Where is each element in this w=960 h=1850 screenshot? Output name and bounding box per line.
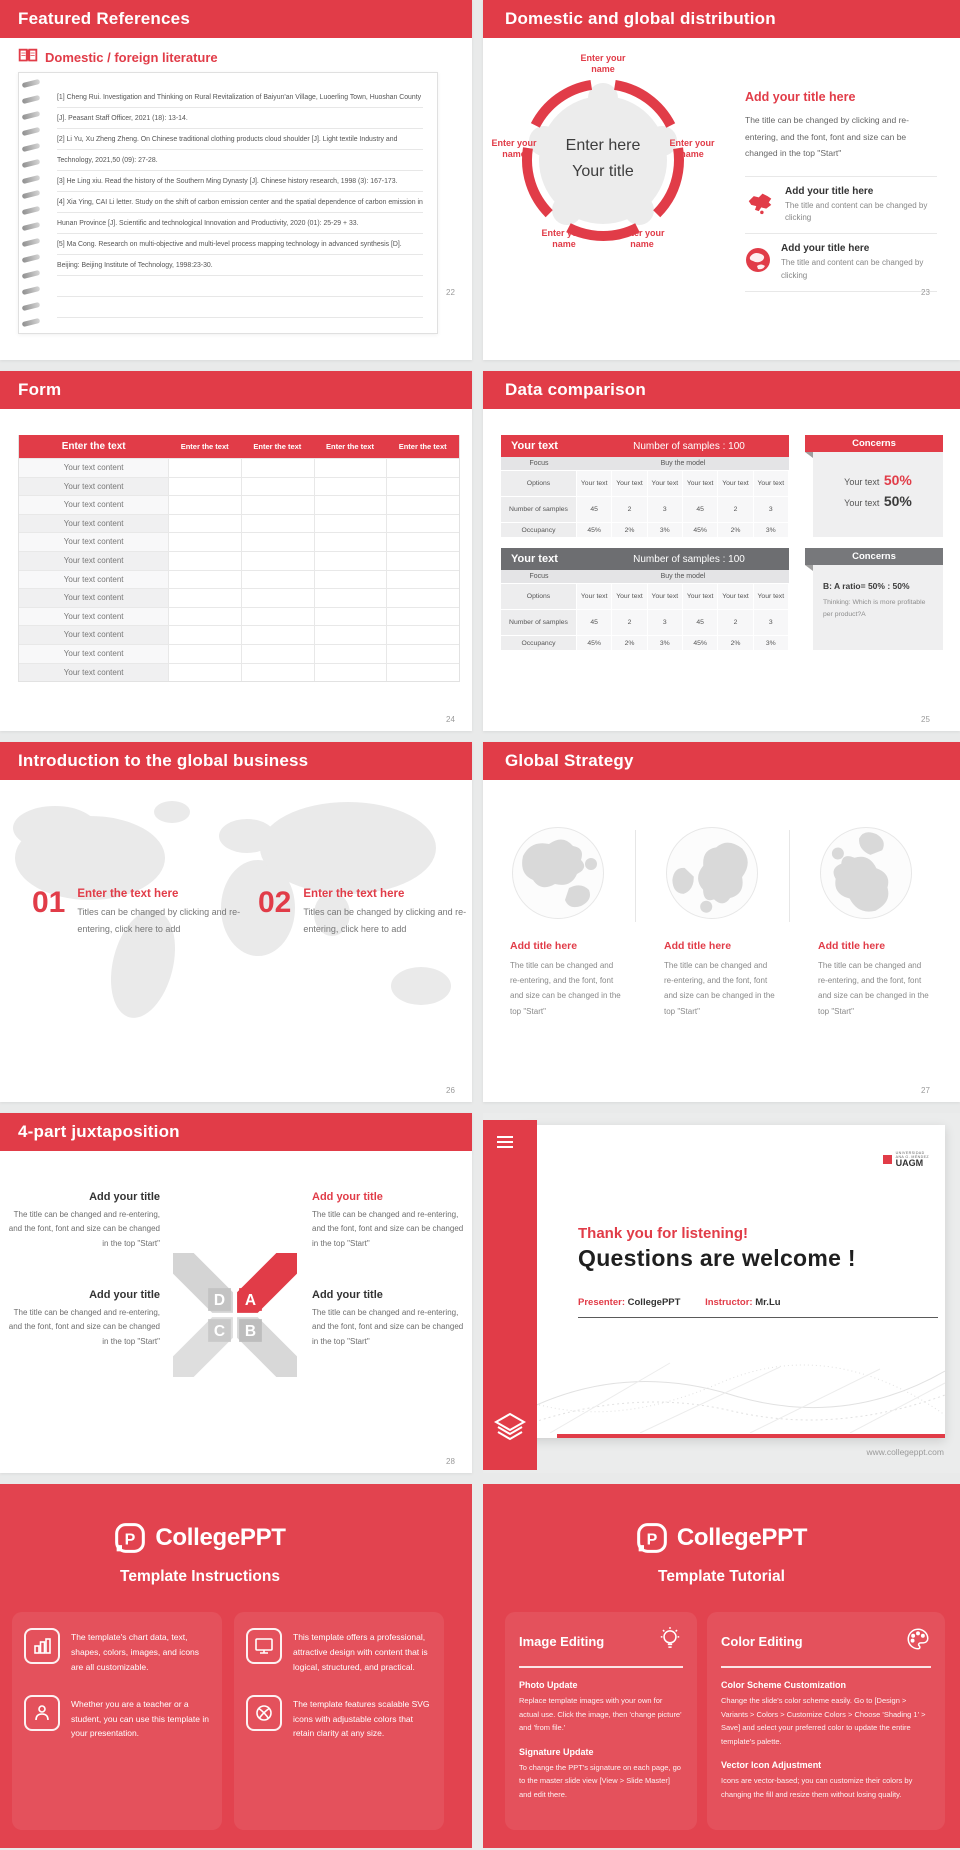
table-cell: 2% (612, 523, 647, 537)
table-cell: Your text content (19, 664, 168, 682)
tutorial-subtitle: Vector Icon Adjustment (721, 1760, 822, 1770)
table-cell: Your text content (19, 626, 168, 644)
instructor-name: Mr.Lu (755, 1297, 781, 1308)
slide-title-bar: Introduction to the global business (0, 742, 472, 780)
slide-title-bar: Data comparison (483, 371, 960, 409)
table-row (19, 663, 459, 682)
slide-title-bar: Global Strategy (483, 742, 960, 780)
teacher-icon (24, 1695, 60, 1731)
item-title: Enter the text here (303, 888, 405, 900)
ribbon-label: Concerns (805, 548, 943, 565)
table-cell: Occupancy (501, 523, 577, 537)
item-body: Titles can be changed by clicking and re-entering, click here to add (303, 907, 467, 935)
table-cell: 3 (754, 610, 789, 635)
slide-title-bar: Domestic and global distribution (483, 0, 960, 38)
strategy-column (801, 826, 935, 1019)
column-divider (789, 830, 790, 922)
page-number: 25 (921, 715, 930, 724)
table-cell: Your text content (19, 515, 168, 533)
table-cell: 45% (577, 636, 612, 650)
reference-entry: [5] Ma Cong. Research on multi-objective and multi-level process mapping technology in advanced synthesis [D]. Beijing: Beijing Institute of Technology, 1998:23-30. (57, 241, 402, 269)
references-notebook (18, 72, 438, 334)
table-cell: 2 (718, 497, 753, 522)
globe-icon (511, 826, 606, 921)
table-cell: 3% (648, 523, 683, 537)
table-cell: Your text content (19, 496, 168, 514)
table-row (19, 532, 459, 551)
ribbon-letter: A (244, 1292, 257, 1310)
concern-thinking: Thinking: Which is more profitable per product?A (823, 599, 926, 618)
table-row (19, 588, 459, 607)
brand-name: CollegePPT (676, 1524, 808, 1551)
table-cell: Your text (754, 471, 789, 496)
strategy-column (493, 826, 627, 1019)
table-cell: 3 (754, 497, 789, 522)
brand-logo (0, 1522, 400, 1554)
instructions-card-left (12, 1612, 222, 1830)
column-body: The title can be changed by clicking and re-entering, and the font, font and size can be changed in the top "Start" (745, 115, 909, 159)
table-cell: 3% (648, 636, 683, 650)
table-cell: Number of samples (501, 610, 577, 635)
list-item-title: Add your title here (785, 185, 874, 197)
layers-logo-icon (493, 1412, 527, 1442)
slide-right-column (745, 90, 937, 292)
table-cell: 3 (648, 497, 683, 522)
table-header-cell: Enter the text (398, 442, 447, 451)
slide-title-bar: Form (0, 371, 472, 409)
page-number: 23 (921, 288, 930, 297)
instruction-item (24, 1628, 210, 1675)
monitor-icon (246, 1628, 282, 1664)
table-header-row (19, 435, 459, 458)
table-cell: 2 (612, 497, 647, 522)
section-heading-label: Domestic / foreign literature (45, 49, 218, 65)
university-logo (883, 1151, 929, 1168)
table-cell: Your text (577, 584, 612, 609)
table-cell: 45 (577, 610, 612, 635)
list-item-body: The title and content can be changed by clicking (785, 200, 928, 223)
presenter-label: Presenter: (578, 1297, 625, 1308)
table-cell: Your text content (19, 552, 168, 570)
item-title: Enter the text here (77, 888, 179, 900)
quadrant-bottom-right (312, 1289, 464, 1349)
quadrant-top-left (8, 1191, 160, 1251)
quadrant-title: Add your title (89, 1289, 160, 1301)
reference-entry: [3] He Ling xiu. Read the history of the Southern Ming Dynasty [J]. Chinese history research, 1998 (3): 167-173. (57, 178, 398, 185)
instruction-text: The template's chart data, text, shapes, colors, images, and icons are all customizable. (71, 1632, 200, 1672)
bulb-icon (657, 1626, 683, 1657)
diagram-node-label: Enter your name (669, 138, 715, 160)
column-title: Add title here (818, 940, 886, 952)
slide-title-bar: Featured References (0, 0, 472, 38)
quadrant-title: Add your title (312, 1289, 383, 1301)
table-row (19, 551, 459, 570)
slide-thumbnail-27[interactable] (483, 742, 960, 1102)
divider-line (578, 1317, 938, 1318)
university-abbr: UAGM (895, 1158, 924, 1168)
tutorial-subtitle: Photo Update (519, 1680, 578, 1690)
table-row (501, 635, 789, 650)
table-header-cell: Number of samples : 100 (633, 440, 745, 452)
slide-thumbnail-22[interactable] (0, 0, 472, 360)
table-cell: Buy the model (660, 460, 706, 467)
quadrant-body: The title can be changed and re-entering, and the font, font and size can be changed in the top "Start" (312, 1210, 464, 1248)
panel-title: Template Instructions (120, 1568, 280, 1585)
svg-text:P: P (124, 1531, 136, 1549)
page-number: 28 (446, 1457, 455, 1466)
diagram-node-label: Enter your name (491, 138, 537, 160)
spiral-binding-icon (22, 81, 48, 325)
tutorial-card-color-editing (707, 1612, 945, 1830)
tutorial-body: Icons are vector-based; you can customize their colors by changing the fill and resize them without losing quality. (721, 1776, 913, 1799)
concerns-box-1 (813, 435, 943, 537)
china-map-icon (745, 191, 775, 220)
mesh-graphic (520, 1343, 945, 1433)
page-number: 24 (446, 715, 455, 724)
table-cell: 45% (683, 523, 718, 537)
table-row (19, 458, 459, 477)
presenter-name: CollegePPT (627, 1297, 681, 1308)
numbered-item-2 (258, 888, 468, 938)
table-header-cell: Enter the text (253, 442, 302, 451)
instruction-text: The template features scalable SVG icons with adjustable colors that retain clarity at any size. (293, 1698, 430, 1739)
table-header-cell: Number of samples : 100 (633, 553, 745, 565)
vector-ball-icon (246, 1695, 282, 1731)
table-cell: Your text content (19, 478, 168, 496)
table-header-cell: Your text (511, 440, 558, 452)
list-item (745, 176, 937, 234)
table-cell: Your text content (19, 589, 168, 607)
table-row (19, 625, 459, 644)
table-cell: 3% (754, 636, 789, 650)
tutorial-heading: Color Editing (721, 1634, 803, 1649)
presenter-line (578, 1297, 803, 1308)
reference-list (57, 87, 423, 321)
page-number: 22 (446, 288, 455, 297)
data-table (18, 435, 460, 682)
website-link[interactable]: www.collegeppt.com (866, 1447, 944, 1457)
table-cell: Your text (718, 584, 753, 609)
concern-label: Your text (844, 477, 880, 487)
ribbon-label: Concerns (805, 435, 943, 452)
column-body: The title can be changed and re-entering, and the font, font and size can be changed in the top "Start" (664, 961, 775, 1016)
table-cell: Your text (612, 584, 647, 609)
closing-slide-canvas (520, 1125, 945, 1438)
table-row (19, 477, 459, 496)
table-cell: Your text content (19, 571, 168, 589)
instruction-item (246, 1628, 432, 1675)
quadrant-title: Add your title (89, 1191, 160, 1203)
table-row (19, 570, 459, 589)
quadrant-title: Add your title (312, 1191, 383, 1203)
table-cell: Buy the model (660, 573, 706, 580)
ribbon-letter: B (244, 1323, 257, 1341)
strategy-column (647, 826, 781, 1019)
reference-entry: [4] Xia Ying, CAI Li letter. Study on the shift of carbon emission center and the spatial dependence of carbon emission in Hunan Province [J]. Scientific and technological Innovation and Productivity, 2020 (01): 25-29 + 33. (57, 199, 423, 227)
palette-icon (905, 1626, 931, 1657)
questions-heading: Questions are welcome ! (578, 1245, 856, 1271)
table-cell: Your text (718, 471, 753, 496)
tutorial-subtitle: Color Scheme Customization (721, 1680, 847, 1690)
table-row (501, 522, 789, 537)
ribbon-letter: D (213, 1292, 226, 1310)
item-number: 01 (32, 886, 66, 919)
quadrant-bottom-left (8, 1289, 160, 1349)
table-cell: Your text (683, 584, 718, 609)
thanks-heading: Thank you for listening! (578, 1225, 749, 1242)
table-cell: Focus (529, 460, 549, 467)
accent-bottom-bar (557, 1434, 945, 1438)
quadrant-top-right (312, 1191, 464, 1251)
diagram-node-label: Enter your name (541, 228, 587, 250)
instruction-item (246, 1695, 432, 1742)
table-header-cell: Enter the text (326, 442, 374, 451)
diagram-center-line2: Your title (572, 163, 634, 180)
globe-icon (665, 826, 760, 921)
instructor-label: Instructor: (705, 1297, 753, 1308)
comparison-table-1 (501, 435, 789, 537)
table-cell: Occupancy (501, 636, 577, 650)
quadrant-body: The title can be changed and re-entering, and the font, font and size can be changed in the top "Start" (8, 1308, 160, 1346)
concern-value: 50% (883, 472, 912, 488)
table-cell: 45 (577, 497, 612, 522)
concern-ratio: B: A ratio= 50% : 50% (823, 581, 910, 591)
chart-icon (24, 1628, 60, 1664)
table-cell: 45% (577, 523, 612, 537)
instruction-text: Whether you are a teacher or a student, you can use this template in your presentation. (71, 1698, 209, 1739)
tutorial-panel (483, 1484, 960, 1848)
table-cell: Your text (577, 471, 612, 496)
item-body: Titles can be changed by clicking and re-entering, click here to add (77, 907, 241, 935)
university-name-line1: UNIVERSIDAD (895, 1151, 925, 1155)
list-item (745, 233, 937, 292)
item-number: 02 (258, 886, 292, 919)
table-cell: Options (501, 584, 577, 609)
diagram-node-label: Enter your name (580, 53, 626, 75)
table-subheader-row (501, 457, 789, 470)
column-divider (635, 830, 636, 922)
table-cell: Your text (648, 471, 683, 496)
tutorial-heading: Image Editing (519, 1634, 605, 1649)
brand-logo (483, 1522, 960, 1554)
brand-name: CollegePPT (155, 1524, 286, 1551)
tutorial-body: Change the slide's color scheme easily. Go to [Design > Variants > Colors > Customize Colors > Choose 'Shading 1' > Save] and select your preferred color to update the entire template's palette. (721, 1696, 926, 1746)
table-cell: Options (501, 471, 577, 496)
table-cell: Number of samples (501, 497, 577, 522)
table-cell: Your text content (19, 608, 168, 626)
table-row (501, 583, 789, 609)
page-number: 26 (446, 1086, 455, 1095)
column-title: Add title here (510, 940, 578, 952)
concerns-body (813, 452, 943, 537)
logo-mark (883, 1155, 892, 1164)
table-row (19, 644, 459, 663)
table-cell: 45 (683, 610, 718, 635)
diagram-node-label: Enter your name (619, 228, 665, 250)
concern-label: Your text (844, 498, 880, 508)
slide-thumbnail-28[interactable] (0, 1113, 472, 1473)
table-row (501, 470, 789, 496)
table-cell: Your text (648, 584, 683, 609)
university-name-line2: ANA G. MÉNDEZ (895, 1155, 929, 1159)
list-item-body: The title and content can be changed by clicking (781, 258, 924, 280)
menu-icon[interactable] (497, 1136, 513, 1151)
table-cell: Your text content (19, 533, 168, 551)
instruction-text: This template offers a professional, attractive design with content that is logical, structured, and practical. (293, 1632, 428, 1672)
reference-entry: [1] Cheng Rui. Investigation and Thinking on Rural Revitalization of Baiyun'an Village, Luoerling Town, Huoshan County [J]. Peasant Staff Officer, 2021 (18): 13-14. (57, 94, 422, 122)
collegeppt-logo-icon (114, 1522, 146, 1554)
slide-thumbnail-26[interactable] (0, 742, 472, 1102)
table-cell: 2 (718, 610, 753, 635)
table-cell: 2% (718, 523, 753, 537)
concerns-body (813, 565, 943, 650)
table-header-row (501, 435, 789, 457)
collegeppt-logo-icon (636, 1522, 668, 1554)
table-cell: Your text (754, 584, 789, 609)
table-cell: Your text (683, 471, 718, 496)
diagram-center-line1: Enter here (565, 137, 641, 154)
ribbon-letter: C (213, 1323, 226, 1341)
column-title: Add your title here (745, 90, 856, 104)
open-book-icon (18, 48, 38, 66)
slide-thumbnail-24[interactable] (0, 371, 472, 731)
table-cell: 3% (754, 523, 789, 537)
slide-title-bar: 4-part juxtaposition (0, 1113, 472, 1151)
table-cell: Your text content (19, 459, 168, 477)
instructions-card-right (234, 1612, 444, 1830)
tutorial-subtitle: Signature Update (519, 1746, 594, 1757)
table-cell: 2 (612, 610, 647, 635)
reference-entry: [2] Li Yu, Xu Zheng Zheng. On Chinese traditional clothing products cloud shoulder [J]. Light textile Industry and Technology, 2021,50 (09): 27-28. (57, 136, 398, 164)
list-item-title: Add your title here (781, 243, 870, 255)
table-cell: 2% (718, 636, 753, 650)
table-cell: 2% (612, 636, 647, 650)
table-cell: Your text (612, 471, 647, 496)
x-ribbon-graphic (173, 1253, 297, 1377)
slide-thumbnail-closing[interactable] (483, 1113, 960, 1473)
column-body: The title can be changed and re-entering, and the font, font and size can be changed in the top "Start" (510, 961, 621, 1016)
globe-icon (745, 247, 771, 278)
quadrant-body: The title can be changed and re-entering, and the font, font and size can be changed in the top "Start" (312, 1308, 464, 1346)
table-header-cell: Enter the text (61, 441, 126, 452)
section-heading (18, 48, 218, 66)
numbered-item-1 (32, 888, 242, 938)
table-subheader-row (501, 570, 789, 583)
svg-text:P: P (646, 1531, 658, 1549)
tutorial-card-image-editing (505, 1612, 697, 1830)
concerns-box-2 (813, 548, 943, 650)
globe-icon (819, 826, 914, 921)
table-row (501, 496, 789, 522)
table-cell: Your text content (19, 645, 168, 663)
diagram-center-label (538, 133, 668, 185)
table-row (501, 609, 789, 635)
slide-thumbnail-23[interactable] (483, 0, 960, 360)
slide-thumbnail-25[interactable] (483, 371, 960, 731)
table-row (19, 514, 459, 533)
table-cell: 45% (683, 636, 718, 650)
comparison-table-2 (501, 548, 789, 650)
instructions-panel (0, 1484, 472, 1848)
panel-title: Template Tutorial (658, 1568, 785, 1585)
tutorial-body: To change the PPT's signature on each page, go to the master slide view [View > Slide Master] and edit there. (519, 1762, 681, 1799)
table-header-cell: Enter the text (180, 442, 229, 451)
table-cell: 3 (648, 610, 683, 635)
tutorial-body: Replace template images with your own for actual use. Click the image, then 'change picture' and 'from file.' (519, 1696, 682, 1732)
quadrant-body: The title can be changed and re-entering, and the font, font and size can be changed in the top "Start" (8, 1210, 160, 1248)
page-number: 27 (921, 1086, 930, 1095)
instruction-item (24, 1695, 210, 1742)
column-body: The title can be changed and re-entering, and the font, font and size can be changed in the top "Start" (818, 961, 929, 1016)
table-cell: 45 (683, 497, 718, 522)
table-row (19, 607, 459, 626)
table-row (19, 495, 459, 514)
concern-value: 50% (883, 493, 912, 509)
column-title: Add title here (664, 940, 732, 952)
table-header-row (501, 548, 789, 570)
table-cell: Focus (529, 573, 549, 580)
red-side-rail (483, 1120, 537, 1470)
table-header-cell: Your text (511, 553, 558, 565)
